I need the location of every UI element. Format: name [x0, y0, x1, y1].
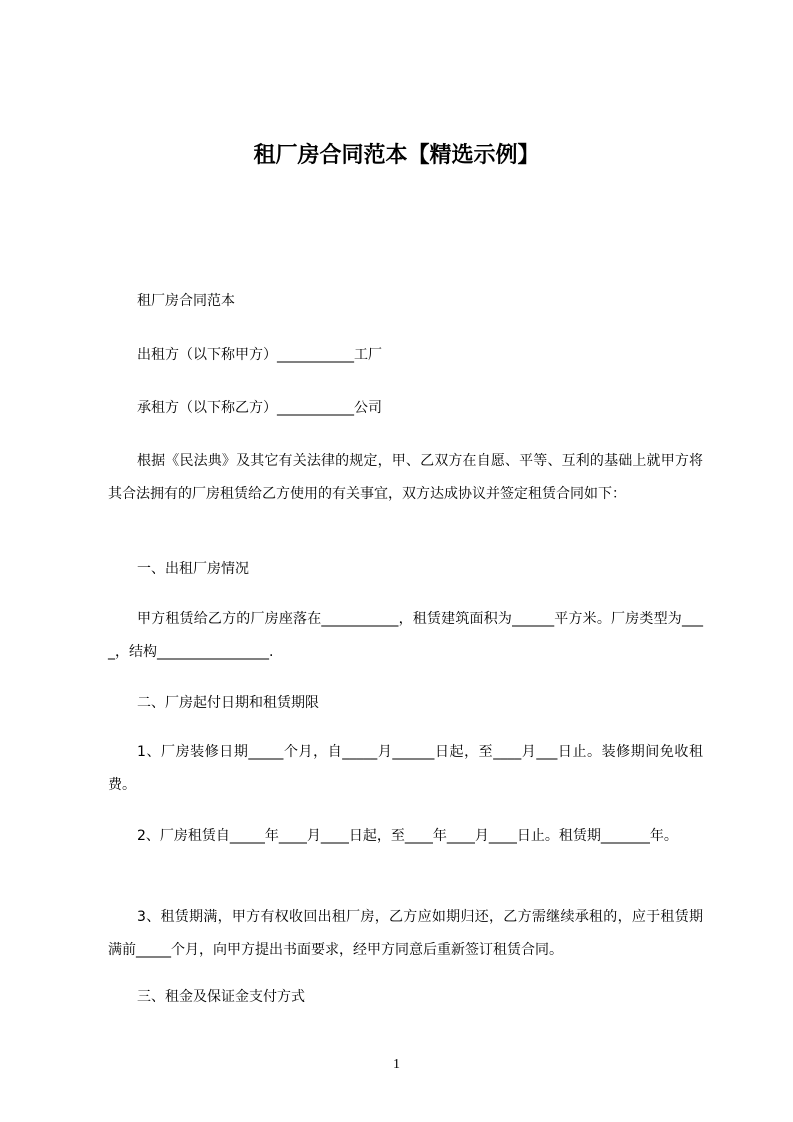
section-heading-3: 三、租金及保证金支付方式 [137, 989, 305, 1005]
lessee-line: 承租方（以下称乙方）___________公司 [137, 400, 382, 416]
section-1-body: 甲方租赁给乙方的厂房座落在___________，租赁建筑面积为______平方米。厂房类型为____，结构________________. [108, 611, 703, 660]
section-2-item-3: 3、租赁期满，甲方有权收回出租厂房，乙方应如期归还，乙方需继续承租的，应于租赁期满前_____个月，向甲方提出书面要求，经甲方同意后重新签订租赁合同。 [108, 909, 703, 958]
page-number: 1 [393, 1057, 400, 1072]
section-heading-1: 一、出租厂房情况 [137, 561, 249, 577]
preamble-paragraph: 根据《民法典》及其它有关法律的规定，甲、乙双方在自愿、平等、互利的基础上就甲方将其合法拥有的厂房租赁给乙方使用的有关事宜，双方达成协议并签定租赁合同如下： [108, 453, 703, 502]
section-2-item-1: 1、厂房装修日期_____个月，自_____月______日起，至____月___日止。装修期间免收租费。 [108, 744, 703, 793]
document-title: 租厂房合同范本【精选示例】 [253, 143, 540, 168]
contract-subtitle: 租厂房合同范本 [137, 293, 235, 309]
section-heading-2: 二、厂房起付日期和租赁期限 [137, 695, 319, 711]
section-2-item-2: 2、厂房租赁自_____年____月____日起，至____年____月____日止。租赁期_______年。 [137, 828, 678, 844]
lessor-line: 出租方（以下称甲方）___________工厂 [137, 347, 382, 363]
